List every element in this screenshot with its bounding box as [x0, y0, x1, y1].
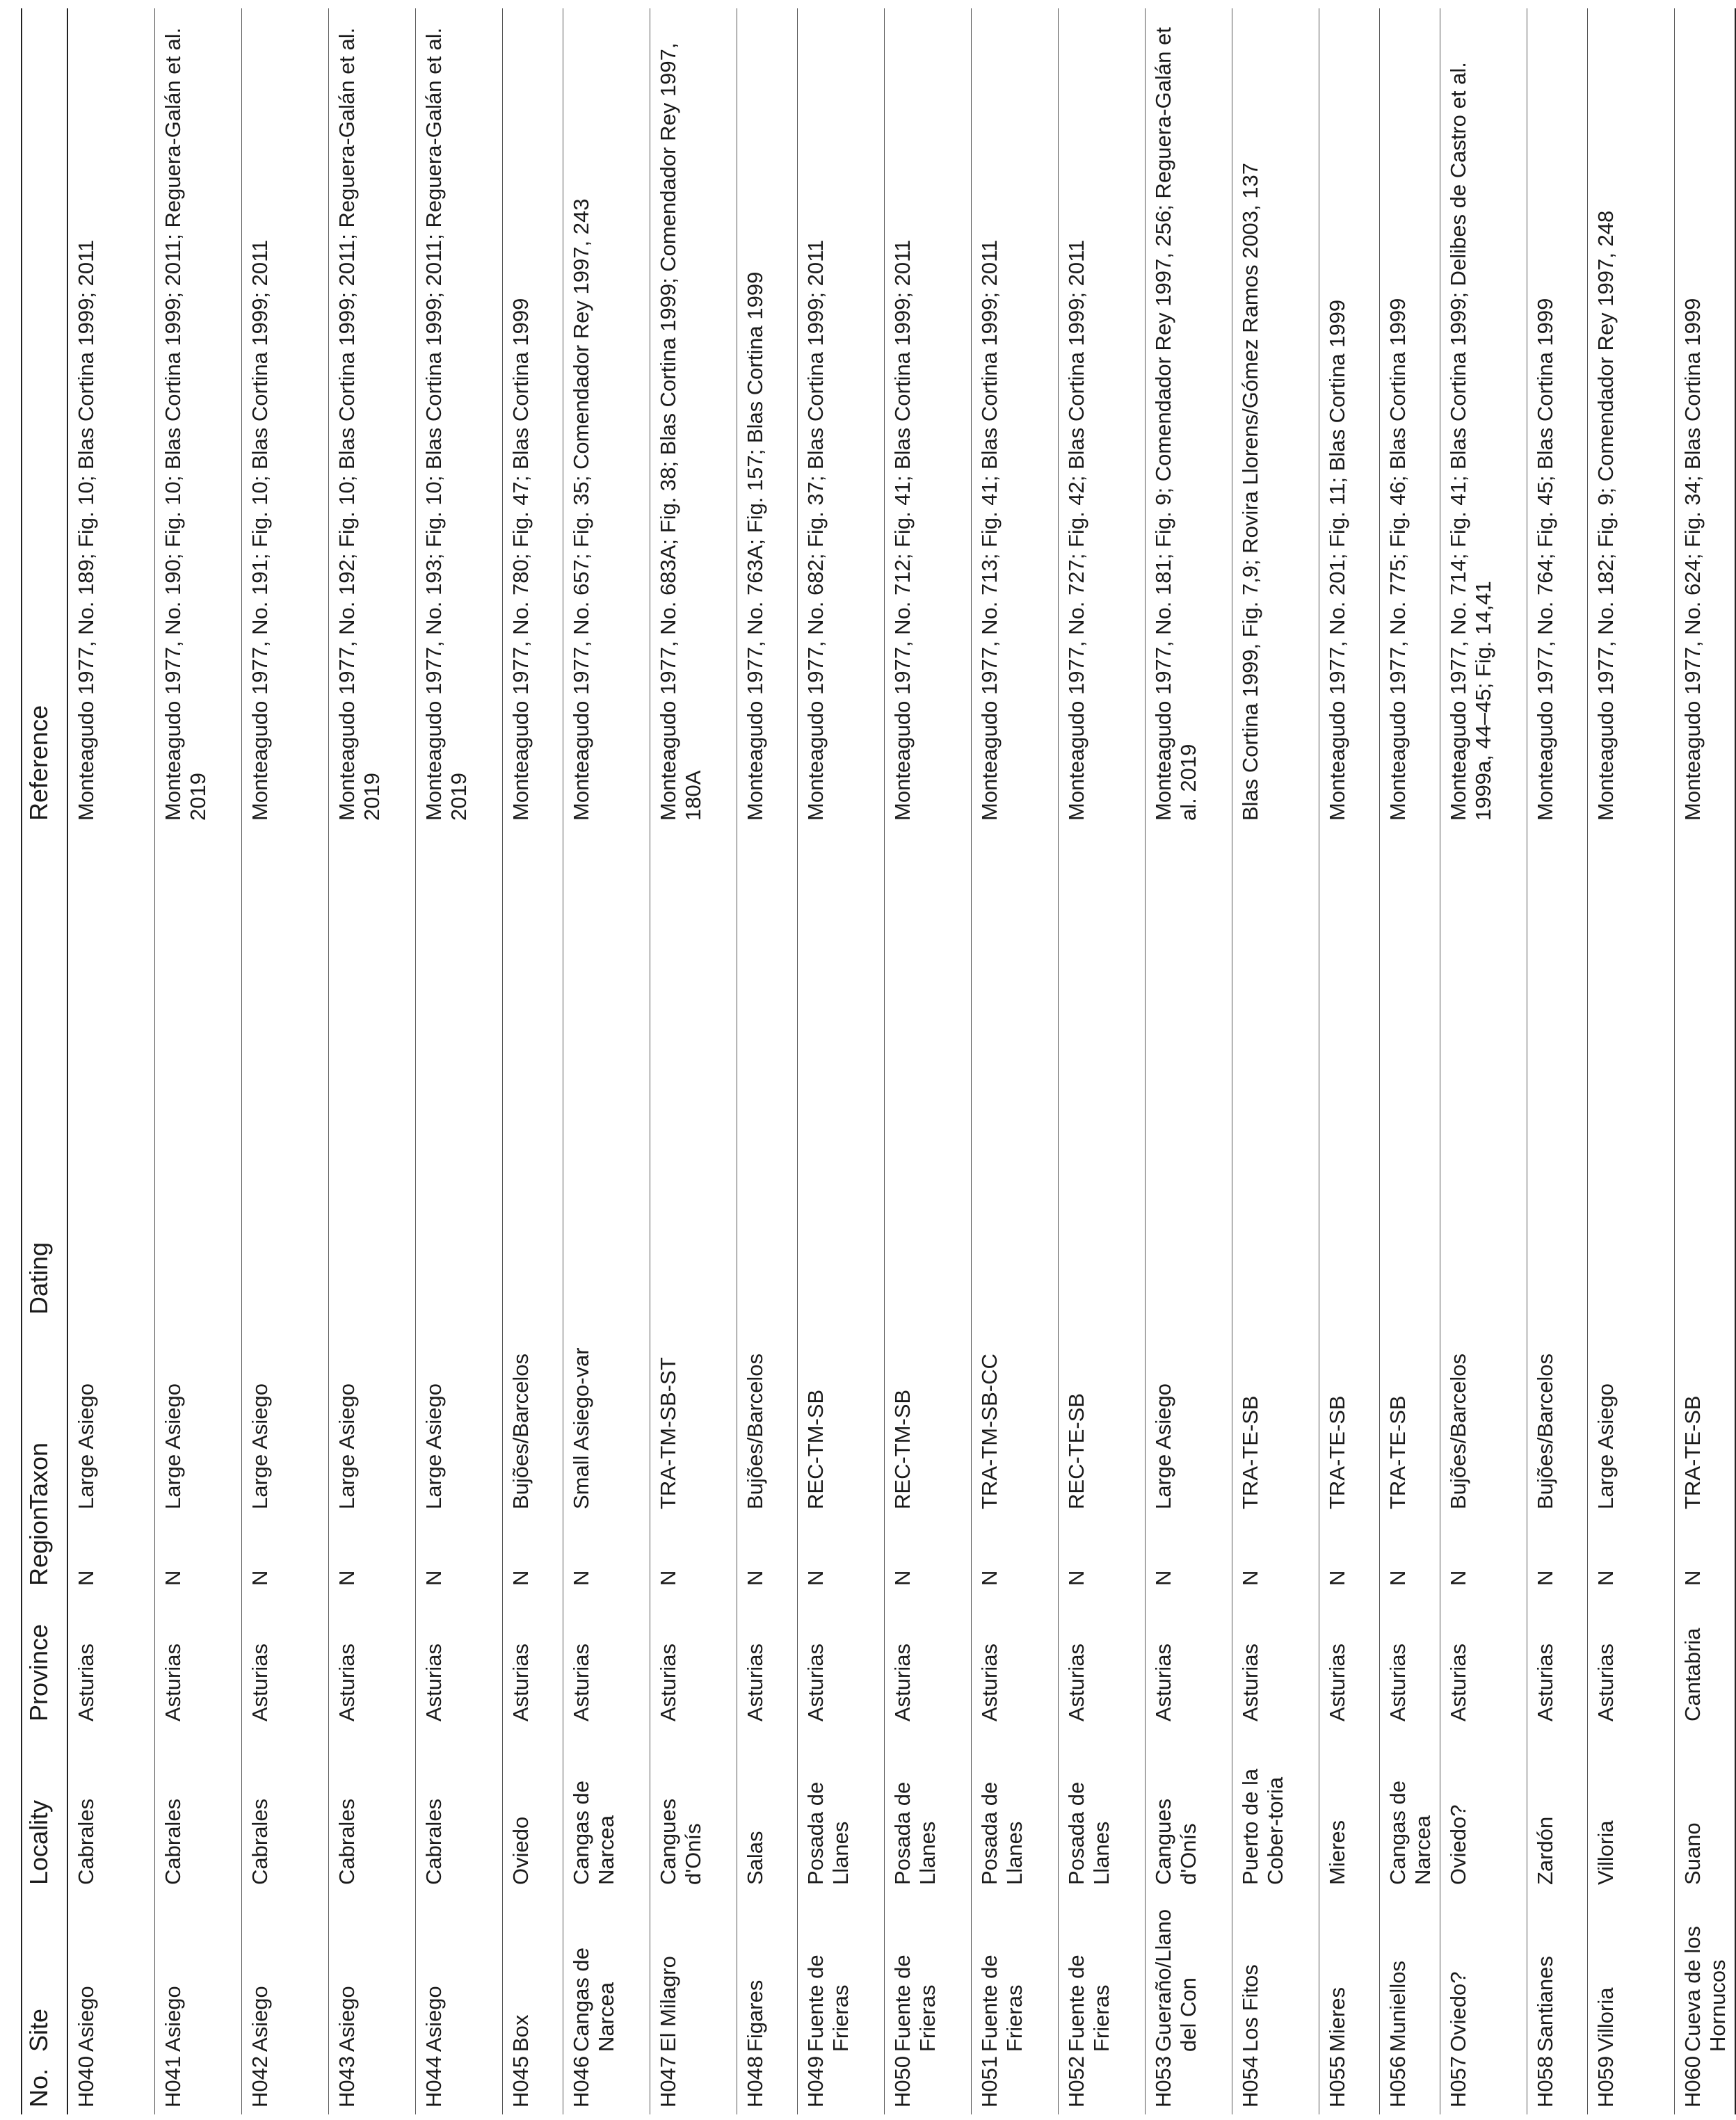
cell-locality: Cabrales — [67, 1728, 155, 1892]
cell-taxon: Bujões/Barcelos — [503, 1322, 563, 1516]
cell-no: H058 — [1527, 2059, 1588, 2114]
cell-locality: Posada de Llanes — [1059, 1728, 1146, 1892]
table-row — [1380, 8, 1440, 2114]
header-reference: Reference — [22, 8, 67, 828]
table-row — [1527, 8, 1588, 2114]
cell-no: H046 — [563, 2059, 650, 2114]
cell-no: H040 — [67, 2059, 155, 2114]
table-row — [503, 8, 563, 2114]
table-row — [798, 8, 885, 2114]
cell-region: N — [885, 1516, 972, 1593]
cell-reference: Monteagudo 1977, No. 775; Fig. 46; Blas Cortina 1999 — [1380, 8, 1440, 828]
cell-no: H049 — [798, 2059, 885, 2114]
header-region: Region — [22, 1516, 67, 1593]
cell-region: N — [1146, 1516, 1232, 1593]
cell-dating — [155, 828, 242, 1322]
cell-site: Asiego — [329, 1892, 416, 2059]
cell-taxon: REC-TE-SB — [1059, 1322, 1146, 1516]
cell-site: Box — [503, 1892, 563, 2059]
table-row — [1440, 8, 1527, 2114]
cell-dating — [416, 828, 503, 1322]
cell-taxon: REC-TM-SB — [798, 1322, 885, 1516]
cell-no: H043 — [329, 2059, 416, 2114]
table-row — [737, 8, 798, 2114]
cell-site: Fuente de Frieras — [1059, 1892, 1146, 2059]
cell-dating — [650, 828, 737, 1322]
cell-region: N — [1319, 1516, 1380, 1593]
cell-site: Fuente de Frieras — [885, 1892, 972, 2059]
cell-taxon: TRA-TE-SB — [1232, 1322, 1319, 1516]
cell-province: Asturias — [329, 1593, 416, 1728]
header-no: No. — [22, 2059, 67, 2114]
cell-site: Gueraño/Llano del Con — [1146, 1892, 1232, 2059]
cell-province: Asturias — [737, 1593, 798, 1728]
cell-region: N — [1588, 1516, 1675, 1593]
cell-reference: Monteagudo 1977, No. 189; Fig. 10; Blas Cortina 1999; 2011 — [67, 8, 155, 828]
cell-region: N — [1380, 1516, 1440, 1593]
cell-reference: Blas Cortina 1999, Fig. 7,9; Rovira Llorens/Gómez Ramos 2003, 137 — [1232, 8, 1319, 828]
cell-taxon: TRA-TE-SB — [1319, 1322, 1380, 1516]
cell-dating — [1527, 828, 1588, 1322]
cell-no: H050 — [885, 2059, 972, 2114]
cell-taxon: TRA-TE-SB — [1675, 1322, 1736, 1516]
cell-taxon: Large Asiego — [416, 1322, 503, 1516]
cell-dating — [242, 828, 329, 1322]
cell-province: Asturias — [1380, 1593, 1440, 1728]
cell-reference: Monteagudo 1977, No. 764; Fig. 45; Blas Cortina 1999 — [1527, 8, 1588, 828]
cell-site: Mieres — [1319, 1892, 1380, 2059]
table-row — [1588, 8, 1675, 2114]
cell-reference: Monteagudo 1977, No. 201; Fig. 11; Blas Cortina 1999 — [1319, 8, 1380, 828]
cell-province: Asturias — [650, 1593, 737, 1728]
cell-no: H054 — [1232, 2059, 1319, 2114]
cell-locality: Salas — [737, 1728, 798, 1892]
cell-province: Asturias — [1232, 1593, 1319, 1728]
cell-taxon: TRA-TM-SB-ST — [650, 1322, 737, 1516]
cell-region: N — [67, 1516, 155, 1593]
cell-dating — [1380, 828, 1440, 1322]
cell-dating — [1588, 828, 1675, 1322]
header-taxon: Taxon — [22, 1322, 67, 1516]
cell-reference: Monteagudo 1977, No. 624; Fig. 34; Blas Cortina 1999 — [1675, 8, 1736, 828]
cell-no: H060 — [1675, 2059, 1736, 2114]
cell-locality: Cangues d'Onís — [1146, 1728, 1232, 1892]
cell-site: Asiego — [155, 1892, 242, 2059]
cell-site: Fuente de Frieras — [798, 1892, 885, 2059]
header-province: Province — [22, 1593, 67, 1728]
cell-dating — [1319, 828, 1380, 1322]
cell-taxon: REC-TM-SB — [885, 1322, 972, 1516]
cell-locality: Puerto de la Cober-toria — [1232, 1728, 1319, 1892]
cell-province: Asturias — [1440, 1593, 1527, 1728]
cell-dating — [798, 828, 885, 1322]
cell-taxon: Bujões/Barcelos — [1527, 1322, 1588, 1516]
table-row — [67, 8, 155, 2114]
cell-no: H041 — [155, 2059, 242, 2114]
table-row — [242, 8, 329, 2114]
cell-dating — [737, 828, 798, 1322]
cell-no: H047 — [650, 2059, 737, 2114]
cell-no: H052 — [1059, 2059, 1146, 2114]
cell-no: H044 — [416, 2059, 503, 2114]
cell-dating — [67, 828, 155, 1322]
table-row — [972, 8, 1059, 2114]
cell-region: N — [737, 1516, 798, 1593]
cell-reference: Monteagudo 1977, No. 192; Fig. 10; Blas Cortina 1999; 2011; Reguera-Galán et al. 2019 — [329, 8, 416, 828]
cell-locality: Cangas de Narcea — [563, 1728, 650, 1892]
cell-region: N — [650, 1516, 737, 1593]
cell-locality: Cangues d'Onís — [650, 1728, 737, 1892]
header-locality: Locality — [22, 1728, 67, 1892]
table-row — [563, 8, 650, 2114]
cell-taxon: TRA-TM-SB-CC — [972, 1322, 1059, 1516]
cell-province: Asturias — [67, 1593, 155, 1728]
cell-province: Asturias — [155, 1593, 242, 1728]
cell-region: N — [242, 1516, 329, 1593]
cell-site: Muniellos — [1380, 1892, 1440, 2059]
cell-taxon: Bujões/Barcelos — [737, 1322, 798, 1516]
table-row — [1319, 8, 1380, 2114]
cell-dating — [972, 828, 1059, 1322]
cell-dating — [563, 828, 650, 1322]
cell-site: El Milagro — [650, 1892, 737, 2059]
cell-site: Villoria — [1588, 1892, 1675, 2059]
cell-dating — [1059, 828, 1146, 1322]
cell-province: Asturias — [1588, 1593, 1675, 1728]
cell-taxon: Large Asiego — [67, 1322, 155, 1516]
cell-no: H051 — [972, 2059, 1059, 2114]
cell-taxon: Large Asiego — [155, 1322, 242, 1516]
table-row — [1675, 8, 1736, 2114]
cell-site: Santianes — [1527, 1892, 1588, 2059]
cell-reference: Monteagudo 1977, No. 181; Fig. 9; Comendador Rey 1997, 256; Reguera-Galán et al. 2019 — [1146, 8, 1232, 828]
cell-province: Asturias — [503, 1593, 563, 1728]
cell-region: N — [155, 1516, 242, 1593]
table-header — [22, 8, 67, 2114]
cell-taxon: TRA-TE-SB — [1380, 1322, 1440, 1516]
cell-locality: Posada de Llanes — [972, 1728, 1059, 1892]
cell-province: Asturias — [1059, 1593, 1146, 1728]
cell-province: Asturias — [972, 1593, 1059, 1728]
table-row — [1232, 8, 1319, 2114]
cell-taxon: Large Asiego — [242, 1322, 329, 1516]
cell-province: Asturias — [563, 1593, 650, 1728]
cell-dating — [885, 828, 972, 1322]
cell-reference: Monteagudo 1977, No. 780; Fig. 47; Blas Cortina 1999 — [503, 8, 563, 828]
cell-region: N — [798, 1516, 885, 1593]
cell-site: Asiego — [416, 1892, 503, 2059]
cell-dating — [1146, 828, 1232, 1322]
table-row — [416, 8, 503, 2114]
cell-site: Asiego — [67, 1892, 155, 2059]
cell-locality: Cabrales — [242, 1728, 329, 1892]
cell-region: N — [329, 1516, 416, 1593]
cell-locality: Oviedo — [503, 1728, 563, 1892]
cell-region: N — [1440, 1516, 1527, 1593]
cell-reference: Monteagudo 1977, No. 182; Fig. 9; Comendador Rey 1997, 248 — [1588, 8, 1675, 828]
cell-province: Asturias — [798, 1593, 885, 1728]
cell-region: N — [972, 1516, 1059, 1593]
table-row — [885, 8, 972, 2114]
cell-dating — [1675, 828, 1736, 1322]
cell-region: N — [503, 1516, 563, 1593]
cell-reference: Monteagudo 1977, No. 727; Fig. 42; Blas Cortina 1999; 2011 — [1059, 8, 1146, 828]
table-row — [1146, 8, 1232, 2114]
cell-locality: Cabrales — [329, 1728, 416, 1892]
cell-locality: Villoria — [1588, 1728, 1675, 1892]
table-row — [650, 8, 737, 2114]
cell-locality: Posada de Llanes — [798, 1728, 885, 1892]
cell-province: Asturias — [416, 1593, 503, 1728]
table-body — [67, 8, 1735, 2114]
table-row — [1059, 8, 1146, 2114]
cell-locality: Oviedo? — [1440, 1728, 1527, 1892]
cell-province: Asturias — [1146, 1593, 1232, 1728]
cell-dating — [503, 828, 563, 1322]
cell-reference: Monteagudo 1977, No. 657; Fig. 35; Comendador Rey 1997, 243 — [563, 8, 650, 828]
table-row — [329, 8, 416, 2114]
cell-locality: Cabrales — [416, 1728, 503, 1892]
cell-taxon: Small Asiego-var — [563, 1322, 650, 1516]
cell-locality: Cabrales — [155, 1728, 242, 1892]
cell-taxon: Large Asiego — [1146, 1322, 1232, 1516]
cell-locality: Zardón — [1527, 1728, 1588, 1892]
cell-province: Asturias — [885, 1593, 972, 1728]
cell-locality: Posada de Llanes — [885, 1728, 972, 1892]
cell-locality: Mieres — [1319, 1728, 1380, 1892]
cell-reference: Monteagudo 1977, No. 714; Fig. 41; Blas Cortina 1999; Delibes de Castro et al. 1999a, 44–45; Fig. 14,41 — [1440, 8, 1527, 828]
cell-locality: Suano — [1675, 1728, 1736, 1892]
cell-reference: Monteagudo 1977, No. 190; Fig. 10; Blas Cortina 1999; 2011; Reguera-Galán et al. 2019 — [155, 8, 242, 828]
cell-province: Asturias — [242, 1593, 329, 1728]
cell-region: N — [416, 1516, 503, 1593]
cell-region: N — [563, 1516, 650, 1593]
cell-no: H056 — [1380, 2059, 1440, 2114]
cell-reference: Monteagudo 1977, No. 712; Fig. 41; Blas Cortina 1999; 2011 — [885, 8, 972, 828]
table-row — [155, 8, 242, 2114]
cell-reference: Monteagudo 1977, No. 683A; Fig. 38; Blas Cortina 1999; Comendador Rey 1997, 180A — [650, 8, 737, 828]
cell-region: N — [1675, 1516, 1736, 1593]
cell-locality: Cangas de Narcea — [1380, 1728, 1440, 1892]
cell-region: N — [1059, 1516, 1146, 1593]
cell-no: H057 — [1440, 2059, 1527, 2114]
cell-site: Cueva de los Hornucos — [1675, 1892, 1736, 2059]
cell-dating — [1232, 828, 1319, 1322]
cell-province: Asturias — [1527, 1593, 1588, 1728]
cell-no: H055 — [1319, 2059, 1380, 2114]
cell-region: N — [1232, 1516, 1319, 1593]
cell-no: H048 — [737, 2059, 798, 2114]
cell-reference: Monteagudo 1977, No. 713; Fig. 41; Blas Cortina 1999; 2011 — [972, 8, 1059, 828]
cell-reference: Monteagudo 1977, No. 193; Fig. 10; Blas Cortina 1999; 2011; Reguera-Galán et al. 2019 — [416, 8, 503, 828]
cell-dating — [329, 828, 416, 1322]
cell-site: Cangas de Narcea — [563, 1892, 650, 2059]
cell-site: Asiego — [242, 1892, 329, 2059]
cell-province: Cantabria — [1675, 1593, 1736, 1728]
header-dating: Dating — [22, 828, 67, 1322]
cell-site: Los Fitos — [1232, 1892, 1319, 2059]
cell-site: Fuente de Frieras — [972, 1892, 1059, 2059]
cell-reference: Monteagudo 1977, No. 763A; Fig. 157; Blas Cortina 1999 — [737, 8, 798, 828]
cell-no: H042 — [242, 2059, 329, 2114]
cell-site: Figares — [737, 1892, 798, 2059]
cell-province: Asturias — [1319, 1593, 1380, 1728]
reference-table — [21, 8, 1736, 2114]
cell-site: Oviedo? — [1440, 1892, 1527, 2059]
cell-reference: Monteagudo 1977, No. 682; Fig. 37; Blas Cortina 1999; 2011 — [798, 8, 885, 828]
header-site: Site — [22, 1892, 67, 2059]
cell-dating — [1440, 828, 1527, 1322]
cell-taxon: Large Asiego — [329, 1322, 416, 1516]
cell-taxon: Large Asiego — [1588, 1322, 1675, 1516]
cell-no: H045 — [503, 2059, 563, 2114]
cell-region: N — [1527, 1516, 1588, 1593]
cell-no: H053 — [1146, 2059, 1232, 2114]
cell-reference: Monteagudo 1977, No. 191; Fig. 10; Blas Cortina 1999; 2011 — [242, 8, 329, 828]
cell-taxon: Bujões/Barcelos — [1440, 1322, 1527, 1516]
cell-no: H059 — [1588, 2059, 1675, 2114]
